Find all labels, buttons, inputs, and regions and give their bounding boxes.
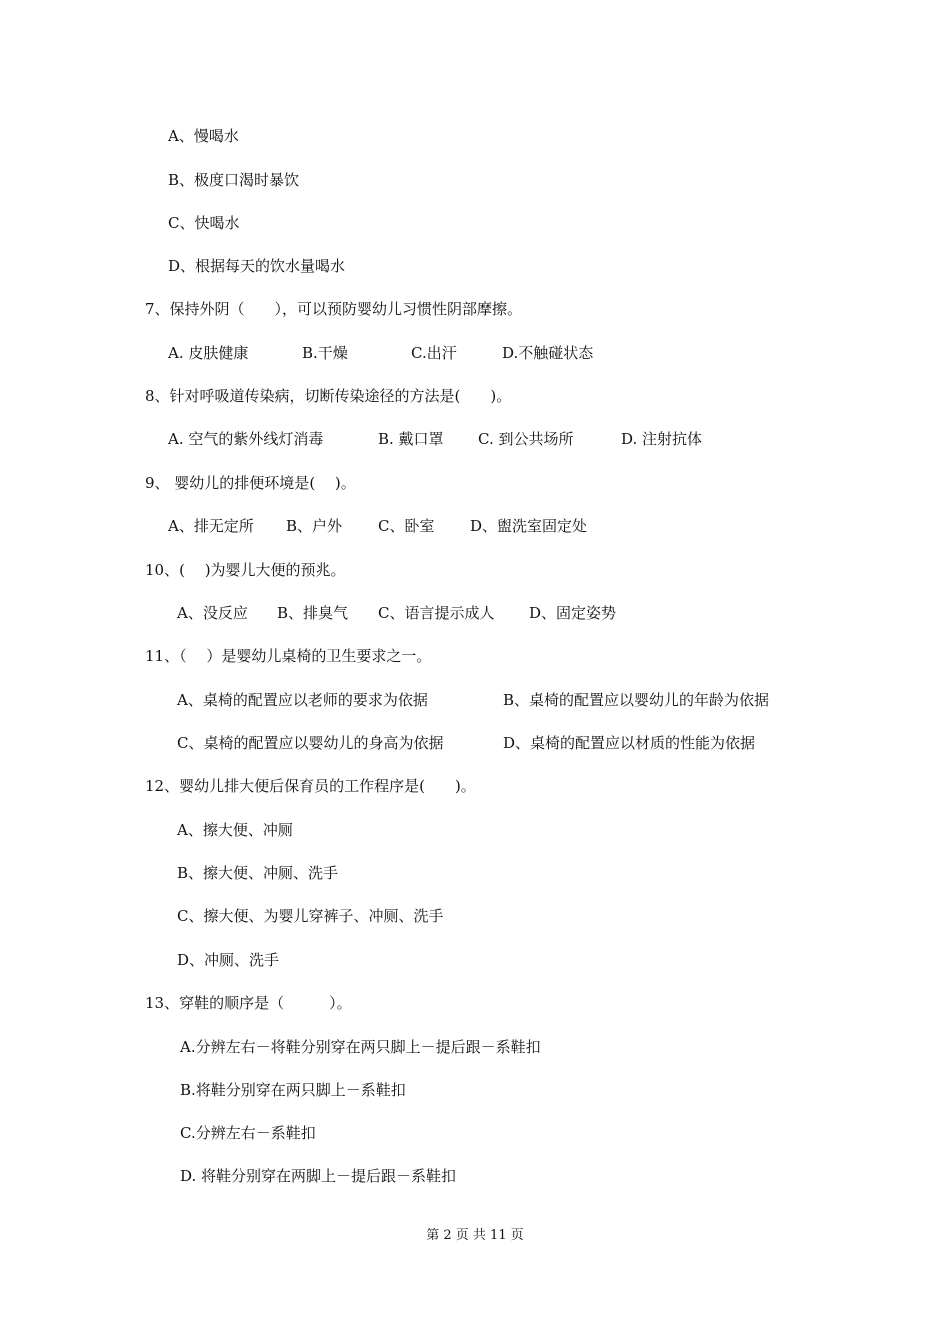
page-footer: 第 2 页 共 11 页 xyxy=(426,1228,524,1243)
q12-option-d: D、冲厕、洗手 xyxy=(177,951,280,969)
q11-option-d: D、桌椅的配置应以材质的性能为依据 xyxy=(503,734,756,752)
q12-option-a: A、擦大便、冲厕 xyxy=(177,821,293,839)
q13-option-b: B.将鞋分别穿在两只脚上－系鞋扣 xyxy=(180,1081,406,1099)
q7-option-a: A. 皮肤健康 xyxy=(168,344,249,362)
q7-option-b: B.干燥 xyxy=(302,344,348,362)
q10-option-d: D、固定姿势 xyxy=(529,604,617,622)
q12-stem: 12、婴幼儿排大便后保育员的工作程序是( )。 xyxy=(145,777,476,795)
q11-option-c: C、桌椅的配置应以婴幼儿的身高为依据 xyxy=(177,734,444,752)
q12-option-b: B、擦大便、冲厕、洗手 xyxy=(177,864,339,882)
q6-option-a: A、慢喝水 xyxy=(168,127,239,145)
q10-option-a: A、没反应 xyxy=(177,604,248,622)
q8-option-d: D. 注射抗体 xyxy=(621,430,703,448)
q13-option-c: C.分辨左右－系鞋扣 xyxy=(180,1124,316,1142)
q10-stem: 10、( )为婴儿大便的预兆。 xyxy=(145,561,346,579)
q8-option-b: B. 戴口罩 xyxy=(378,430,444,448)
q13-option-d: D. 将鞋分别穿在两脚上－提后跟－系鞋扣 xyxy=(180,1167,457,1185)
q11-option-a: A、桌椅的配置应以老师的要求为依据 xyxy=(177,691,428,709)
q8-option-a: A. 空气的紫外线灯消毒 xyxy=(168,430,324,448)
q11-stem: 11、（ ）是婴幼儿桌椅的卫生要求之一。 xyxy=(145,647,432,665)
q10-option-c: C、语言提示成人 xyxy=(378,604,495,622)
q8-option-c: C. 到公共场所 xyxy=(478,430,574,448)
q9-option-d: D、盥洗室固定处 xyxy=(470,517,588,535)
q12-option-c: C、擦大便、为婴儿穿裤子、冲厕、洗手 xyxy=(177,907,444,925)
q7-stem: 7、保持外阴（ ），可以预防婴幼儿习惯性阴部摩擦。 xyxy=(145,300,523,318)
q7-option-d: D.不触碰状态 xyxy=(502,344,594,362)
q9-option-c: C、卧室 xyxy=(378,517,435,535)
q10-option-b: B、排臭气 xyxy=(277,604,349,622)
q13-option-a: A.分辨左右－将鞋分别穿在两只脚上－提后跟－系鞋扣 xyxy=(180,1038,541,1056)
q6-option-b: B、极度口渴时暴饮 xyxy=(168,171,300,189)
q9-option-b: B、户外 xyxy=(286,517,343,535)
q6-option-d: D、根据每天的饮水量喝水 xyxy=(168,257,346,275)
q7-option-c: C.出汗 xyxy=(411,344,457,362)
q11-option-b: B、桌椅的配置应以婴幼儿的年龄为依据 xyxy=(503,691,770,709)
q6-option-c: C、快喝水 xyxy=(168,214,240,232)
q9-stem: 9、 婴幼儿的排便环境是( )。 xyxy=(145,474,356,492)
q13-stem: 13、穿鞋的顺序是（ ）。 xyxy=(145,994,352,1012)
q9-option-a: A、排无定所 xyxy=(168,517,254,535)
q8-stem: 8、针对呼吸道传染病，切断传染途径的方法是( )。 xyxy=(145,387,512,405)
